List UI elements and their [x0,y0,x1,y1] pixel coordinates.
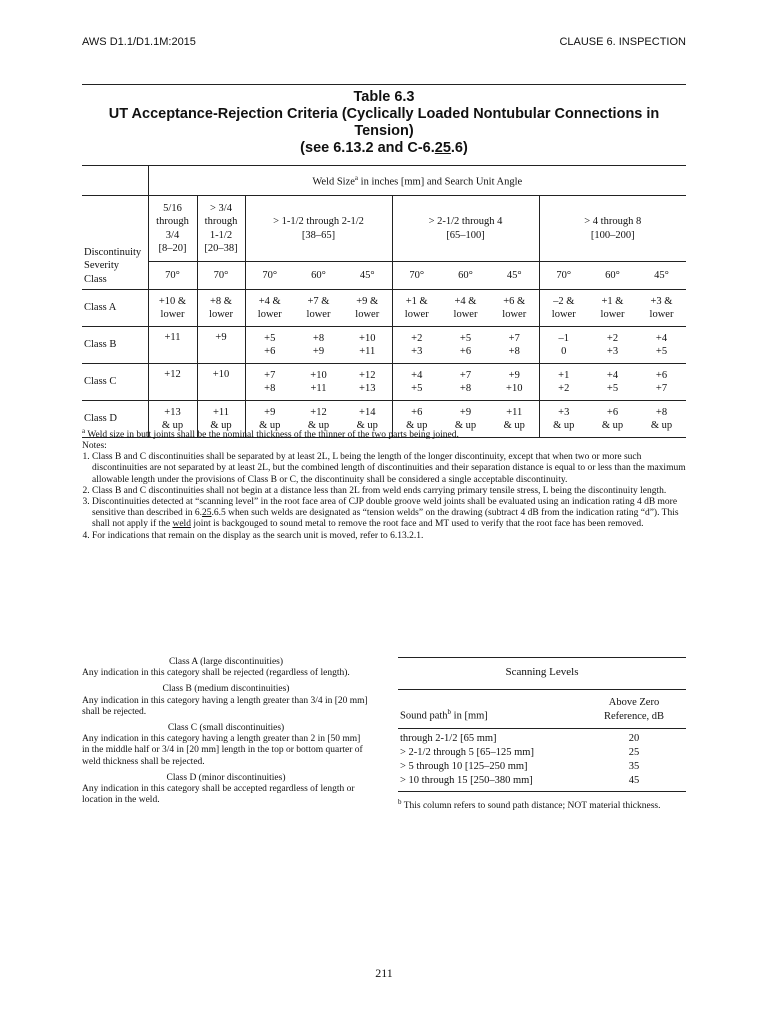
criteria-value: +5 [606,383,619,394]
criteria-cell [490,364,539,401]
db-value: 45 [582,774,686,792]
criteria-value: +3 [558,406,570,418]
criteria-cell [245,290,294,327]
criteria-value: +14 [359,406,376,418]
criteria-value: +10 [212,369,230,380]
table-number: Table 6.3 [353,89,415,105]
criteria-value: +4 [655,332,668,344]
db-value: 20 [582,728,686,746]
note-item: 3. Discontinuities detected at “scanning level” in the root face area of CJP double groove weld joints shall be evaluated using an indication rating 4 dB more sensitive than described in 6.25.6.5 when such welds are designated as “tension welds” on the drawing (subtract 4 dB from the indication rating “d”). This shall not apply if the weld joint is backgouged to sound metal to remove the root face and MT used to verify that the root face has been removed. [92,497,686,531]
criteria-value: +5 [411,383,423,394]
criteria-value: lower [453,309,478,320]
criteria-cell [490,290,539,327]
criteria-value: +1 & [601,295,624,307]
angle-cell: 70° [245,262,294,290]
criteria-cell [343,327,392,364]
class-title: Class D (minor discontinuities) [166,772,286,783]
footnote-a: $^a$ Weld size in butt joints shall be the nominal thickness of the thinner of the two parts being joined. [82,427,459,441]
criteria-value: lower [355,309,380,320]
criteria-cell [245,364,294,401]
scanning-row [398,774,686,792]
criteria-value: +10 [310,369,327,381]
table-reference-underlined: 25 [434,140,451,156]
class-description: Any indication in this category having a length greater than 2 in [50 mm] in the middle half or 3/4 in [20 mm] length in the top or bottom quarter of weld thickness shall be rejected. [82,734,363,767]
note-item: 1. Class B and C discontinuities shall be separated by at least 2L, L being the length of the longer discontinuity, except that when two or more such discontinuities are not separated by at least 2L, but the combined length of discontinuities and their separation distance is equal to or less than the maximum allowable length under the provisions of Class B or C, the discontinuity shall be considered a single acceptable discontinuity. [92,452,686,486]
criteria-cell [588,327,637,364]
class-title: Class B (medium discontinuities) [162,684,290,695]
running-header-left: AWS D1.1/D1.1M:2015 [82,36,196,48]
criteria-cell [539,364,588,401]
criteria-value: +8 & [210,295,232,307]
criteria-value: +8 [508,346,520,357]
notes-heading: Notes: [82,441,107,451]
table-reference-prefix: (see 6.13.2 and C-6. [300,140,435,156]
criteria-cell [441,290,490,327]
criteria-cell [490,327,539,364]
angle-cell: 45° [343,262,392,290]
criteria-value: & up [161,420,184,431]
table-reference-suffix: .6) [450,140,468,156]
criteria-cell [245,327,294,364]
criteria-value: +11 [506,406,523,418]
scanning-levels-title: Scanning Levels [398,657,686,690]
criteria-value: +4 [411,369,423,381]
criteria-cell [637,364,686,401]
class-label: Class C [82,364,148,401]
weld-size-header-row [82,166,686,196]
criteria-cell [343,290,392,327]
criteria-value: +2 [411,332,423,344]
criteria-value: & up [307,420,330,431]
criteria-value: +10 & [158,295,187,307]
criteria-cell [588,364,637,401]
criteria-value: & up [406,420,428,431]
sound-path-value: > 5 through 10 [125–250 mm] [400,760,528,772]
class-title: Class A (large discontinuities) [168,657,284,667]
scanning-body [398,728,686,791]
criteria-value: +9 [459,406,472,418]
thickness-group: > 2-1/2 through 4 [65–100] [392,196,539,262]
criteria-row [82,364,686,401]
criteria-value: +11 [310,383,327,394]
criteria-value: +4 [606,369,619,381]
criteria-value: & up [601,420,624,431]
criteria-value: & up [210,420,232,431]
table-title: UT Acceptance-Rejection Criteria (Cyclically Loaded Nontubular Connections in Tension) [108,106,660,139]
criteria-value: lower [502,309,527,320]
thickness-group: > 1-1/2 through 2-1/2 [38–65] [245,196,392,262]
criteria-value: –1 [558,332,569,344]
criteria-value: +5 [264,332,276,344]
criteria-cell [539,327,588,364]
criteria-value: +8 [655,406,668,418]
angle-cell: 70° [148,262,197,290]
class-definitions [82,657,370,811]
criteria-cell [441,327,490,364]
db-header: Above Zero Reference, dB [603,696,665,722]
criteria-value: +6 [459,346,472,357]
scanning-row [398,728,686,746]
criteria-cell [197,364,245,401]
angle-cell: 45° [490,262,539,290]
note-item: 4. For indications that remain on the display as the search unit is moved, refer to 6.13.2.1. [92,531,686,542]
db-value: 25 [628,746,640,758]
criteria-value: +9 [215,332,227,343]
scanning-row [398,746,686,760]
angle-cell: 60° [294,262,343,290]
criteria-cell [441,364,490,401]
sound-path-value: > 10 through 15 [250–380 mm] [398,774,582,792]
criteria-value: +8 [312,332,325,344]
class-title: Class C (small discontinuities) [167,723,285,734]
criteria-cell [539,290,588,327]
criteria-row [82,327,686,364]
notes [82,441,686,542]
criteria-cell [294,327,343,364]
criteria-value: +13 [164,406,181,418]
criteria-cell [392,327,441,364]
class-description: Any indication in this category shall be rejected (regardless of length). [82,668,350,679]
angle-cell: 60° [588,262,637,290]
criteria-value: +12 [359,369,376,381]
criteria-value: +6 [264,346,276,357]
discontinuity-class-header: Discontinuity Severity Class [82,196,148,290]
criteria-value: +8 [459,383,472,394]
criteria-value: +1 [558,369,570,381]
db-value: 35 [628,760,640,772]
angle-row [82,262,686,290]
criteria-value [149,345,197,359]
criteria-value: & up [553,420,575,431]
criteria-value: +3 & [650,295,673,307]
sound-path-value: > 2-1/2 through 5 [65–125 mm] [400,746,534,758]
criteria-value: +7 [264,369,276,381]
criteria-value: +8 [264,383,276,394]
scanning-header-row [398,690,686,728]
criteria-value: lower [551,309,576,320]
criteria-value: +9 & [356,295,379,307]
criteria-value: +2 [606,332,619,344]
criteria-body [82,290,686,438]
criteria-value: lower [306,309,331,320]
note-item: 2. Class B and C discontinuities shall not begin at a distance less than 2L from weld ends carrying primary tensile stress, L being the discontinuity length. [92,486,686,497]
criteria-value: +7 [459,369,472,381]
criteria-value: +6 & [503,295,526,307]
criteria-value: +5 [655,346,668,357]
thickness-header-row [82,196,686,262]
criteria-value: +10 [359,332,376,344]
criteria-value: lower [404,309,429,320]
angle-cell: 70° [539,262,588,290]
criteria-value: +9 [312,346,325,357]
criteria-cell [294,364,343,401]
table-reference [82,140,686,157]
criteria-cell [197,290,245,327]
class-description: Any indication in this category shall be accepted regardless of length or location in the weld. [82,784,355,806]
criteria-value: –2 & [553,295,575,307]
criteria-cell [637,327,686,364]
criteria-cell [148,290,197,327]
criteria-value: +9 [264,406,276,418]
criteria-cell [588,290,637,327]
scanning-levels [398,657,686,812]
angle-cell: 70° [392,262,441,290]
criteria-value: & up [454,420,477,431]
criteria-value: +12 [310,406,327,418]
page-number: 211 [375,966,393,980]
criteria-value: +4 & [454,295,477,307]
criteria-value: & up [259,420,281,431]
criteria-value: +10 [506,383,523,394]
criteria-value: +1 & [405,295,428,307]
criteria-value: +4 & [258,295,281,307]
criteria-value: +11 [212,406,230,418]
criteria-cell [294,290,343,327]
criteria-value: +2 [558,383,570,394]
criteria-cell [197,327,245,364]
criteria-cell [392,290,441,327]
criteria-cell [343,364,392,401]
thickness-group: > 3/4 through 1-1/2 [20–38] [197,196,245,262]
criteria-value: lower [209,309,233,320]
criteria-value: +7 & [307,295,330,307]
criteria-value: +11 [164,332,181,343]
criteria-value: +6 [606,406,619,418]
criteria-value: lower [600,309,625,320]
criteria-value: & up [650,420,673,431]
criteria-value: +3 [606,346,619,357]
scanning-levels-table [398,690,686,792]
notes-list [82,452,686,542]
sound-path-value: through 2-1/2 [65 mm] [398,728,582,746]
criteria-value [149,382,197,396]
criteria-value: +12 [164,369,181,380]
criteria-value: lower [649,309,674,320]
criteria-value [198,382,245,396]
table-6-3 [82,84,686,438]
criteria-row [82,290,686,327]
thickness-group: 5/16 through 3/4 [8–20] [148,196,197,262]
criteria-table [82,165,686,438]
class-description: Any indication in this category having a length greater than 3/4 in [20 mm] shall be rejected. [82,695,368,717]
criteria-value: +7 [655,383,668,394]
criteria-value: +3 [411,346,423,357]
criteria-value: lower [160,309,185,320]
footnote-a-marker: a [354,174,359,182]
thickness-group: > 4 through 8 [100–200] [539,196,686,262]
criteria-value: & up [503,420,525,431]
angle-cell: 70° [197,262,245,290]
angle-cell: 60° [441,262,490,290]
criteria-value: & up [356,420,378,431]
angle-cell: 45° [637,262,686,290]
criteria-cell [148,364,197,401]
scanning-row [398,760,686,774]
sound-path-header: Sound path$^b$ in [mm] [400,708,488,722]
footnote-b: $^b$ This column refers to sound path distance; NOT material thickness. [398,797,661,811]
class-label: Class B [82,327,148,364]
criteria-cell [637,290,686,327]
class-label: Class A [82,290,148,327]
criteria-value: +6 [655,369,668,381]
criteria-value: +13 [359,383,376,394]
criteria-value [198,345,245,359]
criteria-value: +9 [508,369,520,381]
criteria-cell [392,364,441,401]
criteria-value: +7 [508,332,520,344]
criteria-value: +6 [411,406,423,418]
criteria-cell [148,327,197,364]
criteria-value: +5 [459,332,472,344]
criteria-value: +11 [359,346,376,357]
criteria-value: lower [257,309,282,320]
weld-size-header: Weld Size$^a$ in inches [mm] and Search Unit Angle [148,166,686,196]
criteria-value: 0 [561,346,567,357]
class-label: Class D [82,401,148,438]
running-header-right: CLAUSE 6. INSPECTION [559,36,686,48]
